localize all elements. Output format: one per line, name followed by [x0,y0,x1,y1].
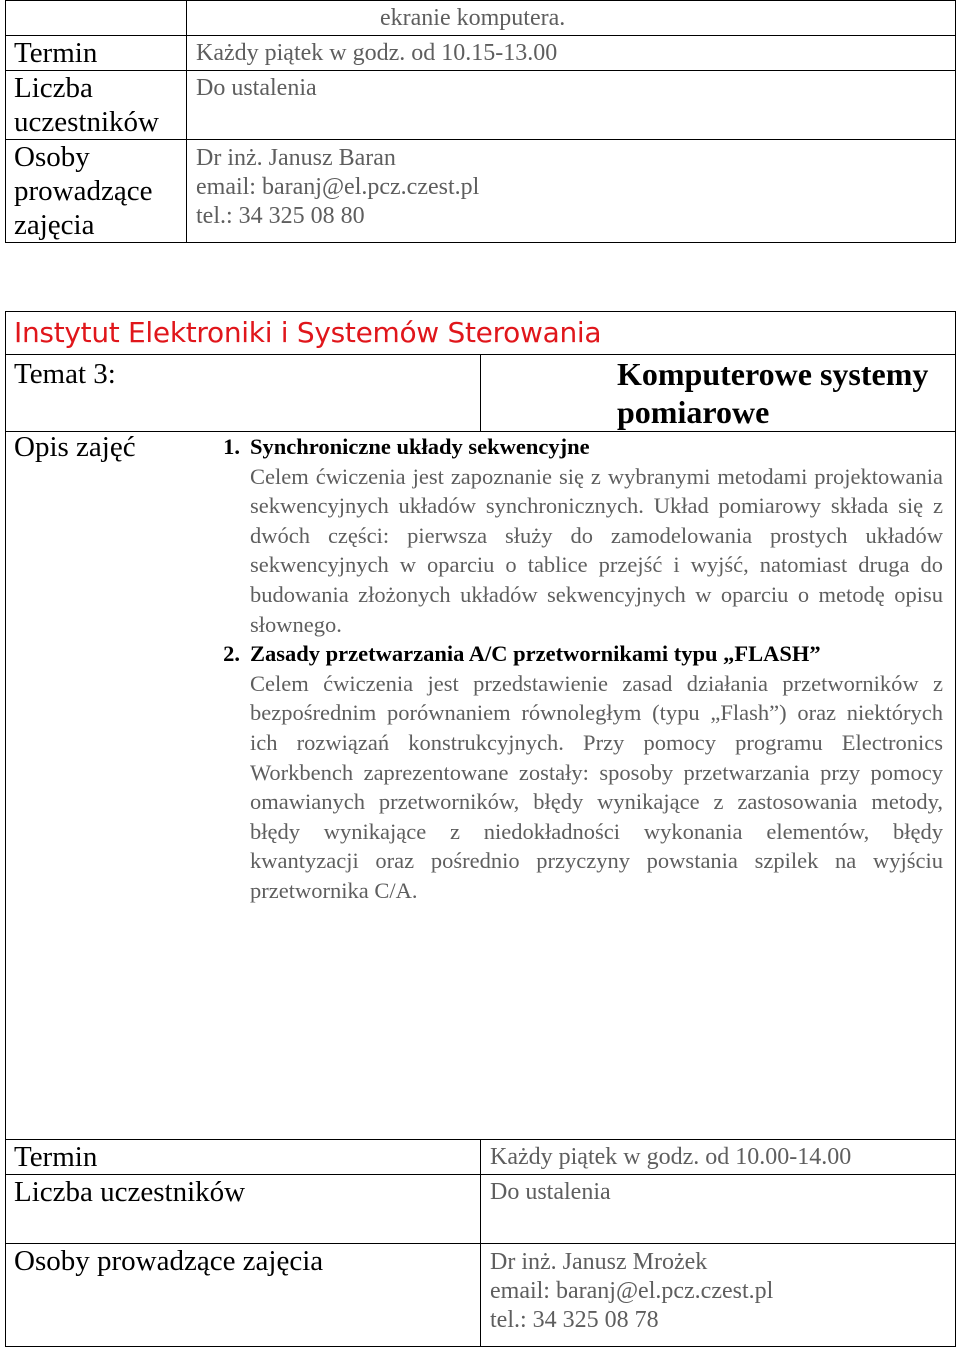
osoby-name: Dr inż. Janusz Baran [196,145,396,171]
item-title: Synchroniczne układy sekwencyjne [250,434,590,459]
osoby-label: Osoby prowadzące zajęcia [6,140,187,243]
termin-value: Każdy piątek w godz. od 10.00-14.00 [481,1140,956,1175]
termin-row [6,1140,956,1175]
continuation-row [6,1,956,36]
termin-label: Termin [6,36,187,71]
item-description: Celem ćwiczenia jest przedstawienie zasad działania przetworników z bezpośrednim porównaniem równoległym (typu „Flash”) oraz niektórych ich rozwiązań konstrukcyjnych. Przy pomocy programu Electronics Workbench zaprezentowane zostały: sposoby przetwarzania przy pomocy omawianych przetworników, błędy wynikające z zastosowania metody, błędy wynikające z niedokładności wykonania elementów, błędy kwantyzacji oraz pośrednio przyczyny powstania szpilek na wyjściu przetwornika C/A. [250,670,943,903]
osoby-email: email: baranj@el.pcz.czest.pl [490,1278,774,1304]
liczba-label: Liczba uczestników [6,1175,481,1244]
course-table-topic-3 [5,311,956,1347]
osoby-row [6,1244,956,1347]
item-description: Celem ćwiczenia jest zapoznanie się z wybranymi metodami projektowania sekwencyjnych układów synchronicznych. Układ pomiarowy składa się z dwóch części: pierwsza służy do zamodelowania prostych układów sekwencyjnych w oparciu o tablice przejść i wyjść, natomiast druga do budowania złożonych układów sekwencyjnych w oparciu o metodę opisu słownego. [250,463,943,637]
termin-row [6,36,956,71]
institute-title: Instytut Elektroniki i Systemów Sterowania [6,312,956,355]
osoby-row [6,140,956,243]
list-item [6,432,943,639]
course-table-previous [5,0,956,243]
item-number: 1. [223,434,240,459]
continuation-text: ekranie komputera. [187,1,956,36]
osoby-name: Dr inż. Janusz Mrożek [490,1249,708,1275]
liczba-value: Do ustalenia [481,1175,956,1244]
termin-label: Termin [6,1140,481,1175]
item-number: 2. [223,641,240,667]
liczba-row [6,1175,956,1244]
osoby-tel: tel.: 34 325 08 78 [490,1307,659,1333]
item-title: Zasady przetwarzania A/C przetwornikami typu „FLASH” [250,641,821,667]
liczba-row [6,71,956,140]
list-item [6,639,943,905]
institute-row [6,312,956,355]
opis-list [6,432,955,906]
osoby-label: Osoby prowadzące zajęcia [6,1244,481,1347]
osoby-values [187,140,956,243]
topic-row [6,355,956,432]
osoby-values [481,1244,956,1347]
opis-cell [6,432,956,1140]
liczba-label: Liczba uczestników [6,71,187,140]
topic-title: Komputerowe systemy pomiarowe [481,355,956,432]
opis-label: Opis zajęć [14,431,136,463]
liczba-value: Do ustalenia [187,71,956,140]
topic-label: Temat 3: [6,355,481,432]
termin-value: Każdy piątek w godz. od 10.15-13.00 [187,36,956,71]
opis-row [6,432,956,1140]
osoby-email: email: baranj@el.pcz.czest.pl [196,174,480,200]
osoby-tel: tel.: 34 325 08 80 [196,203,365,229]
